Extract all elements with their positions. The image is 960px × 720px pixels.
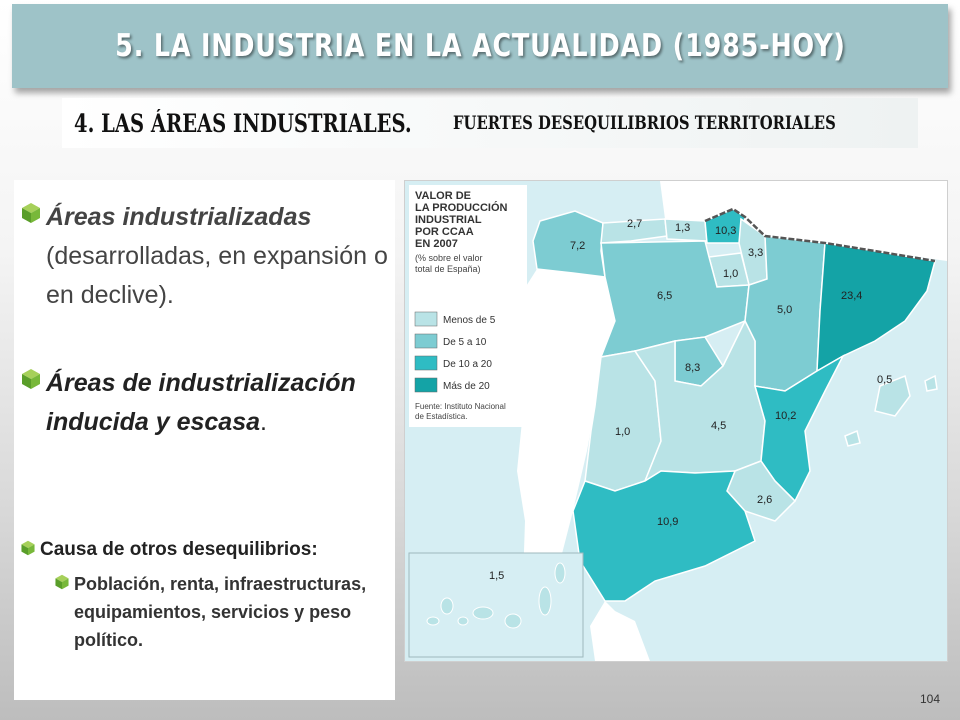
value-cataluna: 23,4 [841, 290, 863, 302]
value-asturias: 2,7 [627, 218, 643, 230]
legend-title-1: VALOR DE [415, 190, 472, 202]
value-castilla-la-mancha: 4,5 [711, 420, 727, 432]
value-galicia: 7,2 [570, 240, 586, 252]
legend-swatch-3 [415, 356, 437, 370]
bullet-induced-title: Áreas de industrialización inducida y escasa [46, 369, 356, 436]
subtitle-bar [62, 98, 918, 148]
legend-note-1: (% sobre el valor [415, 253, 483, 263]
island-la-gomera [458, 617, 468, 625]
value-madrid: 8,3 [685, 362, 701, 374]
title-bar [12, 4, 948, 88]
industrial-production-map [404, 180, 948, 662]
value-cantabria: 1,3 [675, 222, 691, 234]
legend-swatch-4 [415, 378, 437, 392]
island-gran-canaria [505, 614, 521, 628]
bullet-cube-icon [20, 540, 36, 556]
legend-label-3: De 10 a 20 [443, 359, 492, 370]
legend-label-2: De 5 a 10 [443, 337, 487, 348]
legend-note-2: total de España) [415, 264, 481, 274]
value-pais-vasco: 10,3 [715, 225, 737, 237]
bullet-cube-icon [20, 202, 42, 224]
legend-title-5: EN 2007 [415, 238, 458, 250]
legend-title-2: LA PRODUCCIÓN [415, 202, 508, 214]
page-number: 104 [919, 692, 940, 706]
value-la-rioja: 1,0 [723, 268, 739, 280]
legend-label-1: Menos de 5 [443, 315, 496, 326]
value-valencia: 10,2 [775, 410, 797, 422]
value-navarra: 3,3 [748, 247, 764, 259]
island-lanzarote [555, 563, 565, 583]
legend-source-2: de Estadística. [415, 412, 468, 421]
bullet-cube-icon [20, 368, 42, 390]
value-canarias: 1,5 [489, 570, 505, 582]
bullet-induced-areas [20, 364, 392, 442]
bullet-industrialized-desc: (desarrolladas, en expansión o en declive). [46, 242, 388, 309]
bullet-industrialized-title: Áreas industrializadas [46, 203, 312, 231]
value-castilla-leon: 6,5 [657, 290, 673, 302]
value-murcia: 2,6 [757, 494, 773, 506]
bullet-cube-icon [54, 574, 70, 590]
bullet-industrialized-areas [20, 198, 392, 315]
bullet-induced-end: . [260, 408, 267, 436]
bullet-panel [14, 180, 395, 700]
sub-bullet-population-text: Población, renta, infraestructuras, equipamientos, servicios y peso político. [74, 574, 367, 650]
legend-title-4: POR CCAA [415, 226, 474, 238]
subtitle-main: 4. LAS ÁREAS INDUSTRIALES. [74, 108, 412, 138]
legend-title-3: INDUSTRIAL [415, 214, 482, 226]
value-aragon: 5,0 [777, 304, 793, 316]
slide-title: 5. LA INDUSTRIA EN LA ACTUALIDAD (1985-HOY) [114, 28, 846, 64]
value-extremadura: 1,0 [615, 426, 631, 438]
legend-swatch-2 [415, 334, 437, 348]
legend-label-4: Más de 20 [443, 381, 490, 392]
legend-source-1: Fuente: Instituto Nacional [415, 402, 506, 411]
island-la-palma [441, 598, 453, 614]
value-baleares: 0,5 [877, 374, 893, 386]
island-fuerteventura [539, 587, 551, 615]
region-galicia [533, 211, 605, 277]
bullet-other-imbalances [20, 536, 392, 564]
legend-swatch-1 [415, 312, 437, 326]
value-andalucia: 10,9 [657, 516, 679, 528]
subtitle-rest: FUERTES DESEQUILIBRIOS TERRITORIALES [452, 112, 836, 134]
island-tenerife [473, 607, 493, 619]
island-el-hierro [427, 617, 439, 625]
spain-map [405, 181, 947, 661]
sub-bullet-population [54, 570, 374, 654]
bullet-other-imbalances-text: Causa de otros desequilibrios: [40, 539, 318, 560]
